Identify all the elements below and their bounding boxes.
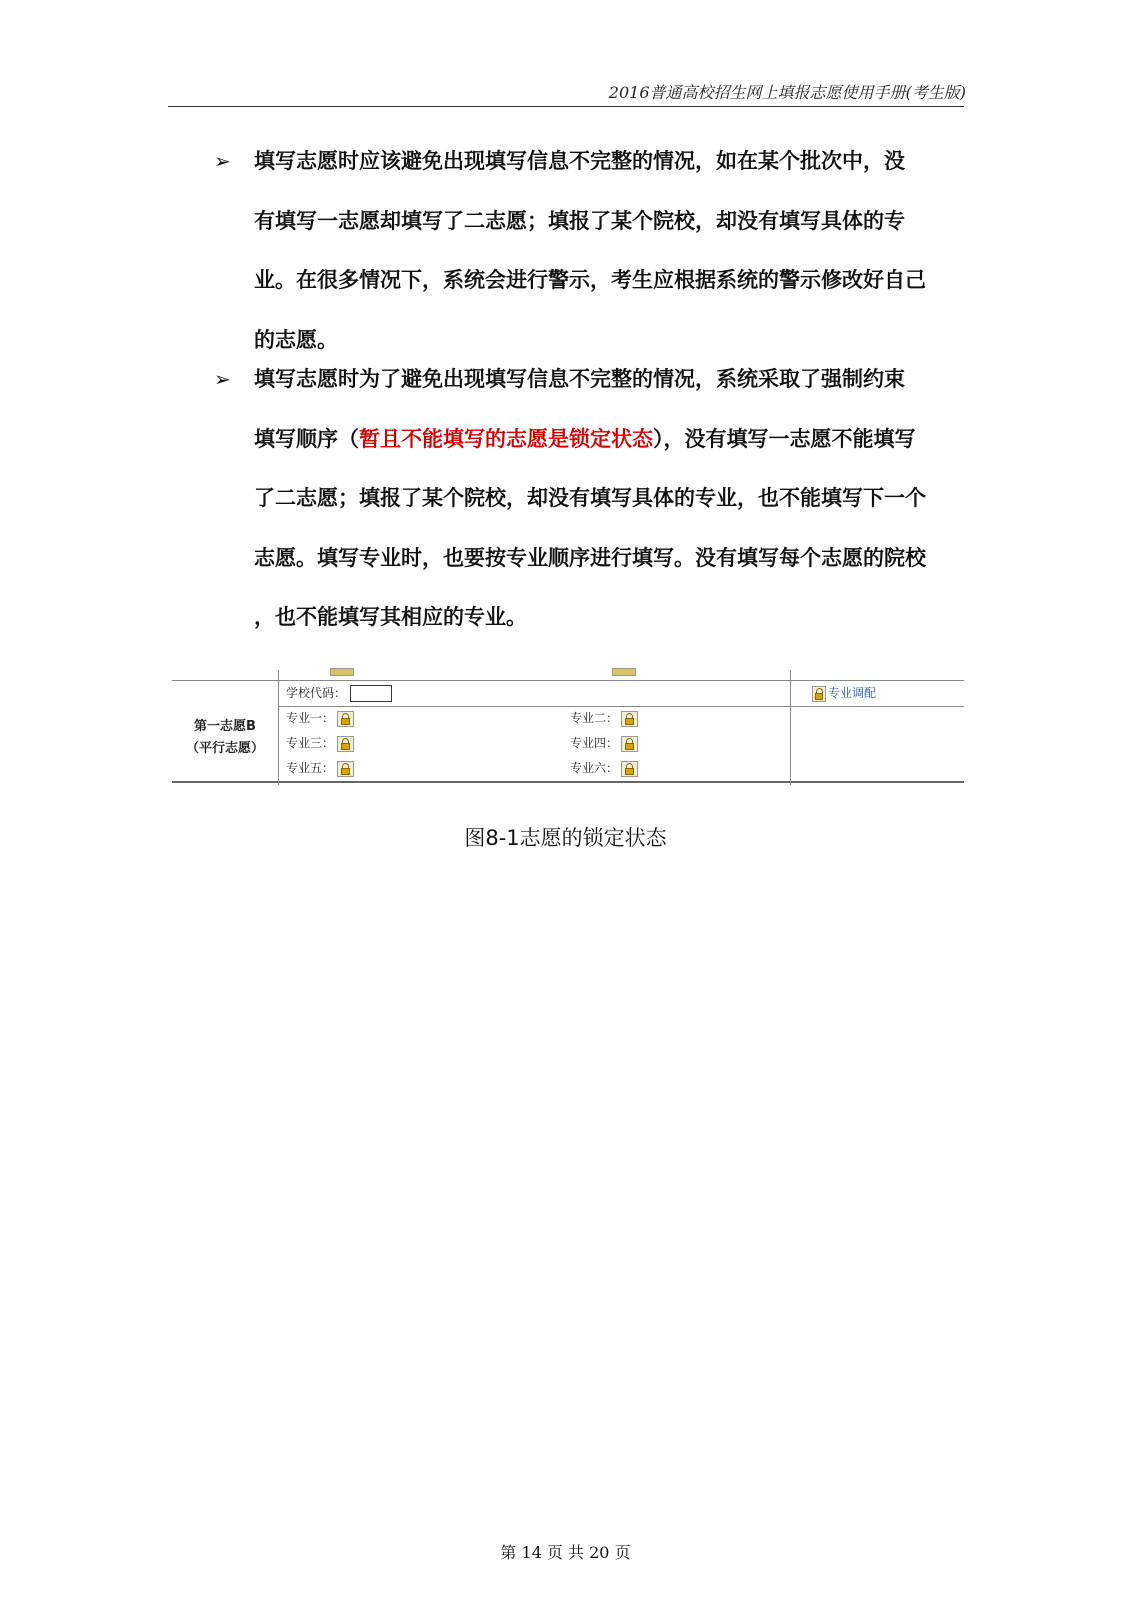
major-6-label: 专业六： (570, 761, 619, 775)
lock-icon[interactable] (621, 761, 638, 777)
bullet-2-line-2 (254, 410, 966, 470)
bullet-1-line-1: 填写志愿时应该避免出现填写信息不完整的情况，如在某个批次中，没 (254, 149, 905, 173)
school-code-input[interactable] (350, 685, 392, 702)
lock-icon[interactable] (337, 761, 354, 777)
major-4-label: 专业四： (570, 736, 619, 750)
header-rule (168, 106, 964, 107)
major-6 (570, 745, 638, 791)
arrow-bullet-icon: ➢ (214, 367, 231, 391)
school-code-label: 学校代码： (286, 686, 347, 700)
choice-label-line-1: 第一志愿B (194, 719, 256, 734)
lock-icon (330, 668, 354, 676)
bullet-1-line-2: 有填写一志愿却填写了二志愿；填报了某个院校，却没有填写具体的专 (254, 208, 905, 233)
header-title: 2016普通高校招生网上填报志愿使用手册(考生版) (608, 83, 966, 102)
major-adjust-label: 专业调配 (828, 686, 877, 700)
major-5 (286, 745, 354, 791)
major-5-label: 专业五： (286, 761, 335, 775)
bullet-2-line-3: 了二志愿；填报了某个院校，却没有填写具体的专业，也不能填写下一个 (254, 486, 926, 510)
major-adjust-link[interactable] (812, 684, 876, 702)
bullet-2 (214, 350, 966, 648)
major-2-label: 专业二： (570, 711, 619, 725)
figure-top-border (172, 680, 964, 681)
bullet-2-line-2-pre: 填写顺序（ (254, 426, 359, 451)
bullet-2-line-4: 志愿。填写专业时，也要按专业顺序进行填写。没有填写每个志愿的院校 (254, 545, 926, 570)
locked-state-highlight: 暂且不能填写的志愿是锁定状态 (359, 426, 653, 451)
figure-column-divider (278, 670, 279, 785)
bullet-1-line-4: 的志愿。 (254, 327, 338, 352)
locked-form-figure (172, 670, 964, 790)
bullet-1 (214, 132, 966, 370)
bullet-2-line-5: ，也不能填写其相应的专业。 (254, 605, 527, 629)
arrow-bullet-icon: ➢ (214, 149, 231, 173)
bullet-2-line-1: 填写志愿时为了避免出现填写信息不完整的情况，系统采取了强制约束 (254, 367, 905, 391)
bullet-2-line-2-post: ），没有填写一志愿不能填写 (653, 426, 916, 451)
major-3-label: 专业三： (286, 736, 335, 750)
figure-column-divider (790, 670, 791, 785)
bullet-1-line-3: 业。在很多情况下，系统会进行警示，考生应根据系统的警示修改好自己 (254, 268, 926, 292)
choice-label-line-2: （平行志愿） (185, 741, 264, 756)
major-1-label: 专业一： (286, 711, 335, 725)
page-footer: 第 14 页 共 20 页 (500, 1543, 631, 1562)
choice-label (172, 716, 278, 760)
figure-caption: 图8-1志愿的锁定状态 (464, 826, 667, 850)
lock-icon (812, 686, 826, 702)
lock-icon (612, 668, 636, 676)
